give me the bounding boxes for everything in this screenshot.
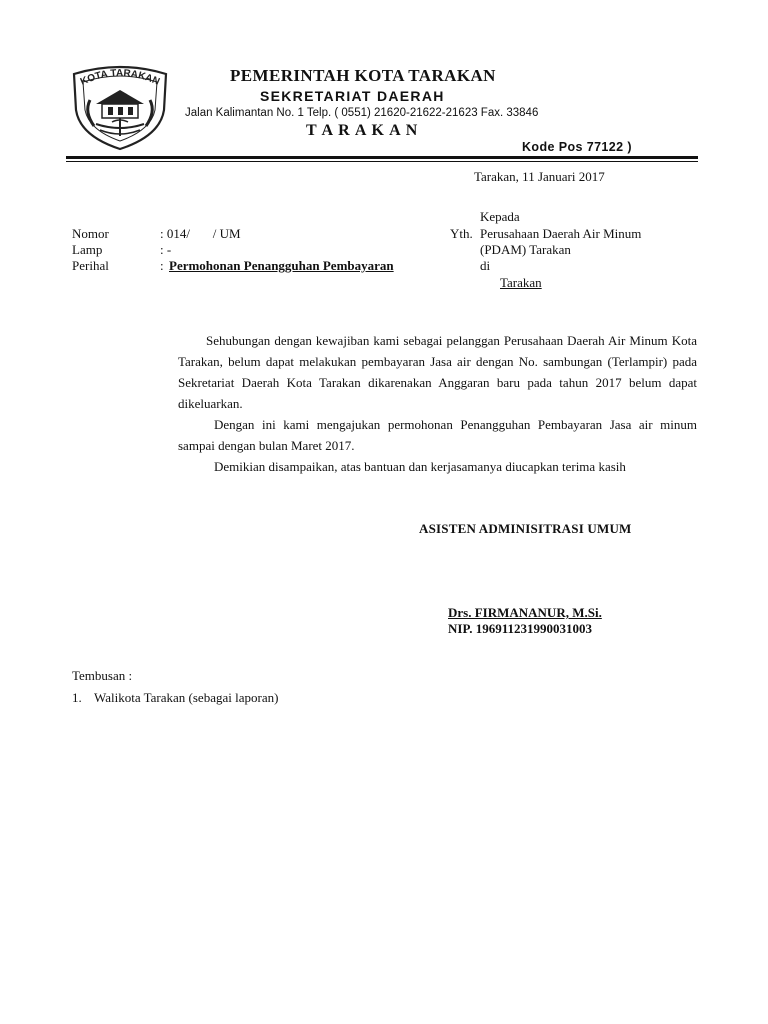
perihal-colon: : — [160, 258, 164, 273]
letterhead-divider-thick — [66, 156, 698, 159]
lamp-value: : - — [160, 242, 172, 257]
signatory-position: ASISTEN ADMINISITRASI UMUM — [419, 521, 632, 536]
cc-label: Tembusan : — [72, 668, 133, 683]
lamp-label: Lamp — [72, 242, 103, 257]
emblem-text: KOTA TARAKAN — [78, 67, 162, 88]
body-paragraph-2: Dengan ini kami mengajukan permohonan Penangguhan Pembayaran Jasa air minum sampai dengan bulan Maret 2017. — [178, 417, 697, 453]
recipient-city: Tarakan — [500, 275, 542, 290]
letterhead-address: Jalan Kalimantan No. 1 Telp. ( 0551) 21620-21622-21623 Fax. 33846 — [185, 107, 539, 119]
letterhead-divider-thin — [66, 161, 698, 162]
perihal-value: Permohonan Penangguhan Pembayaran — [169, 258, 394, 273]
recipient-di: di — [480, 258, 491, 273]
body-paragraph-1: Sehubungan dengan kewajiban kami sebagai pelanggan Perusahaan Daerah Air Minum Kota Tarakan, belum dapat melakukan pembayaran Jasa air dengan No. sambungan (Terlampir) pada Sekretariat Daerah Kota Tarakan dikarenakan Anggaran baru pada tahun 2017 belum dapat dikeluarkan. — [178, 333, 697, 411]
cc-item-text: Walikota Tarakan (sebagai laporan) — [94, 690, 279, 705]
nomor-label: Nomor — [72, 226, 109, 241]
postal-code: Kode Pos 77122 ) — [522, 140, 632, 154]
city-title: T A R A K A N — [306, 122, 419, 139]
government-title: PEMERINTAH KOTA TARAKAN — [230, 66, 496, 85]
office-title: SEKRETARIAT DAERAH — [260, 88, 445, 104]
body-paragraph-3: Demikian disampaikan, atas bantuan dan kerjasamanya diucapkan terima kasih — [214, 459, 626, 474]
signatory-name: Drs. FIRMANANUR, M.Si. — [448, 605, 602, 620]
signatory-nip: NIP. 196911231990031003 — [448, 621, 592, 636]
recipient-line1: Perusahaan Daerah Air Minum — [480, 226, 642, 241]
perihal-label: Perihal — [72, 258, 109, 273]
recipient-line2: (PDAM) Tarakan — [480, 242, 571, 257]
place-date: Tarakan, 11 Januari 2017 — [474, 169, 605, 184]
city-emblem-icon — [64, 60, 176, 152]
recipient-kepada: Kepada — [480, 209, 520, 224]
cc-item-number: 1. — [72, 690, 82, 705]
recipient-yth: Yth. — [450, 226, 473, 241]
nomor-value: : 014/ / UM — [160, 226, 241, 241]
